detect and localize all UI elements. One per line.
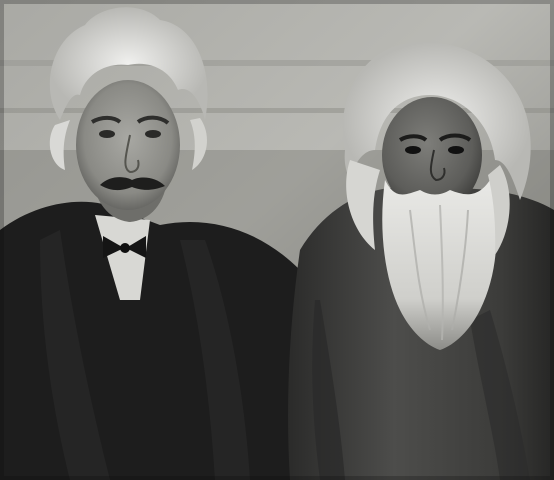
bow-tie-knot: [120, 243, 130, 253]
left-man-eye-right: [145, 130, 161, 138]
right-man-eye-right: [448, 146, 464, 154]
left-man-eye-left: [99, 130, 115, 138]
right-man-eye-left: [405, 146, 421, 154]
